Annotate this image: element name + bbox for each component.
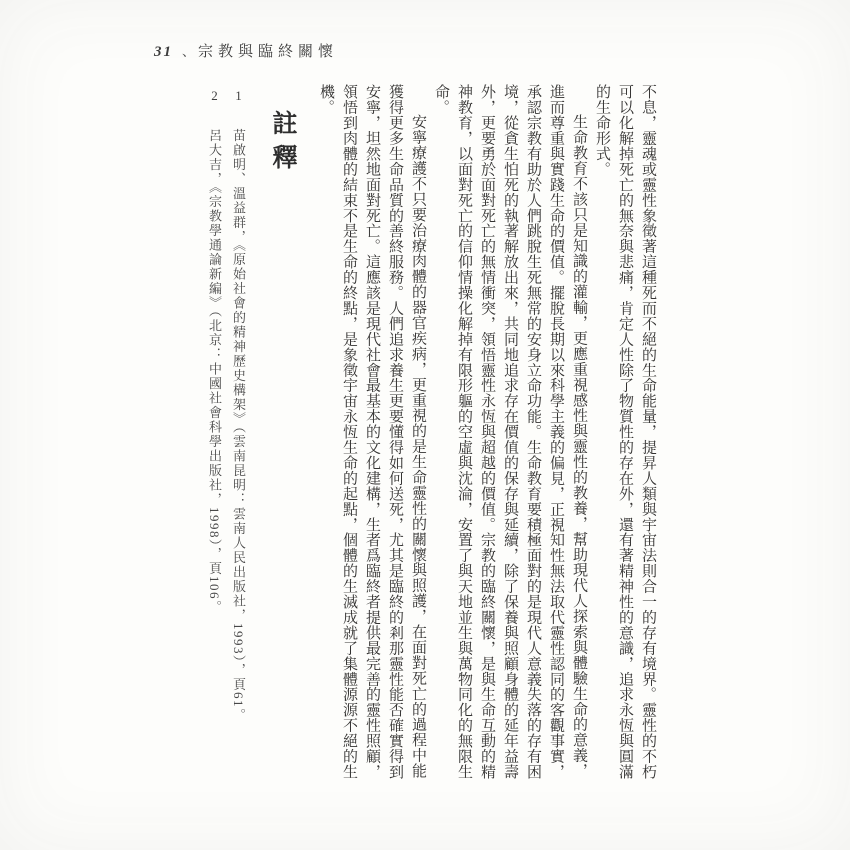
note-item [226, 88, 250, 762]
paragraph-hospice-care: 安寧療護不只要治療肉體的器官疾病，更重視的是生命靈性的關懷與照護，在面對死亡的過程中能獲得更多生命品質的善終服務。人們追求養生更要懂得如何送死，尤其是臨終的剎那靈性能否確實得到安寧，坦然地面對死亡。這應該是現代社會最基本的文化建構，生者爲臨終者提供最完善的靈性照顧，領悟到肉體的結束不是生命的終點，是象徵宇宙永恆生命的起點，個體的生滅成就了集體源源不絕的生機。 [318, 84, 426, 780]
notes-section [198, 88, 296, 762]
note-citation: 苗啟明、溫益群，《原始社會的精神歷史構架》（雲南昆明：雲南人民出版社，1993），頁61。 [231, 128, 246, 723]
header-separator: 、 [182, 44, 196, 59]
main-text-block [311, 84, 659, 784]
note-item [202, 88, 226, 762]
note-number: 1 [231, 88, 246, 105]
page-number: 31 [154, 44, 173, 60]
chapter-title: 宗教與臨終關懷 [198, 44, 339, 60]
note-number: 2 [207, 88, 222, 105]
paragraph-life-education: 生命教育不該只是知識的灌輸，更應重視感性與靈性的教養，幫助現代人探索與體驗生命的意義，進而尊重與實踐生命的價值。擺脫長期以來科學主義的偏見，正視知性無法取代靈性認同的客觀事實，承認宗教有助於人們跳脫生死無常的安身立命功能。生命教育要積極面對的是現代人意義失落的存有困境，從貪生怕死的執著解放出來，共同地追求存在價值的保存與延續，除了保養與照顧身體的延年益壽外，更要勇於面對死亡的無情衝突，領悟靈性永恆與超越的價值。宗教的臨終關懷，是與生命互動的精神教育，以面對死亡的信仰情操化解掉有限形軀的空虛與沈淪，安置了與天地並生與萬物同化的無限生命。 [433, 84, 587, 780]
paragraph-continuation: 不息，靈魂或靈性象徵著這種死而不絕的生命能量，提昇人類與宇宙法則合一的存有境界。靈性的不朽可以化解掉死亡的無奈與悲痛，肯定人性除了物質性的存在外，還有著精神性的意識，追求永恆與圓滿的生命形式。 [594, 84, 656, 780]
notes-heading: 註釋 [269, 110, 296, 178]
running-header [154, 40, 338, 61]
note-citation: 呂大吉，《宗教學通論新編》（北京：中國社會科學出版社，1998），頁106。 [207, 128, 222, 615]
